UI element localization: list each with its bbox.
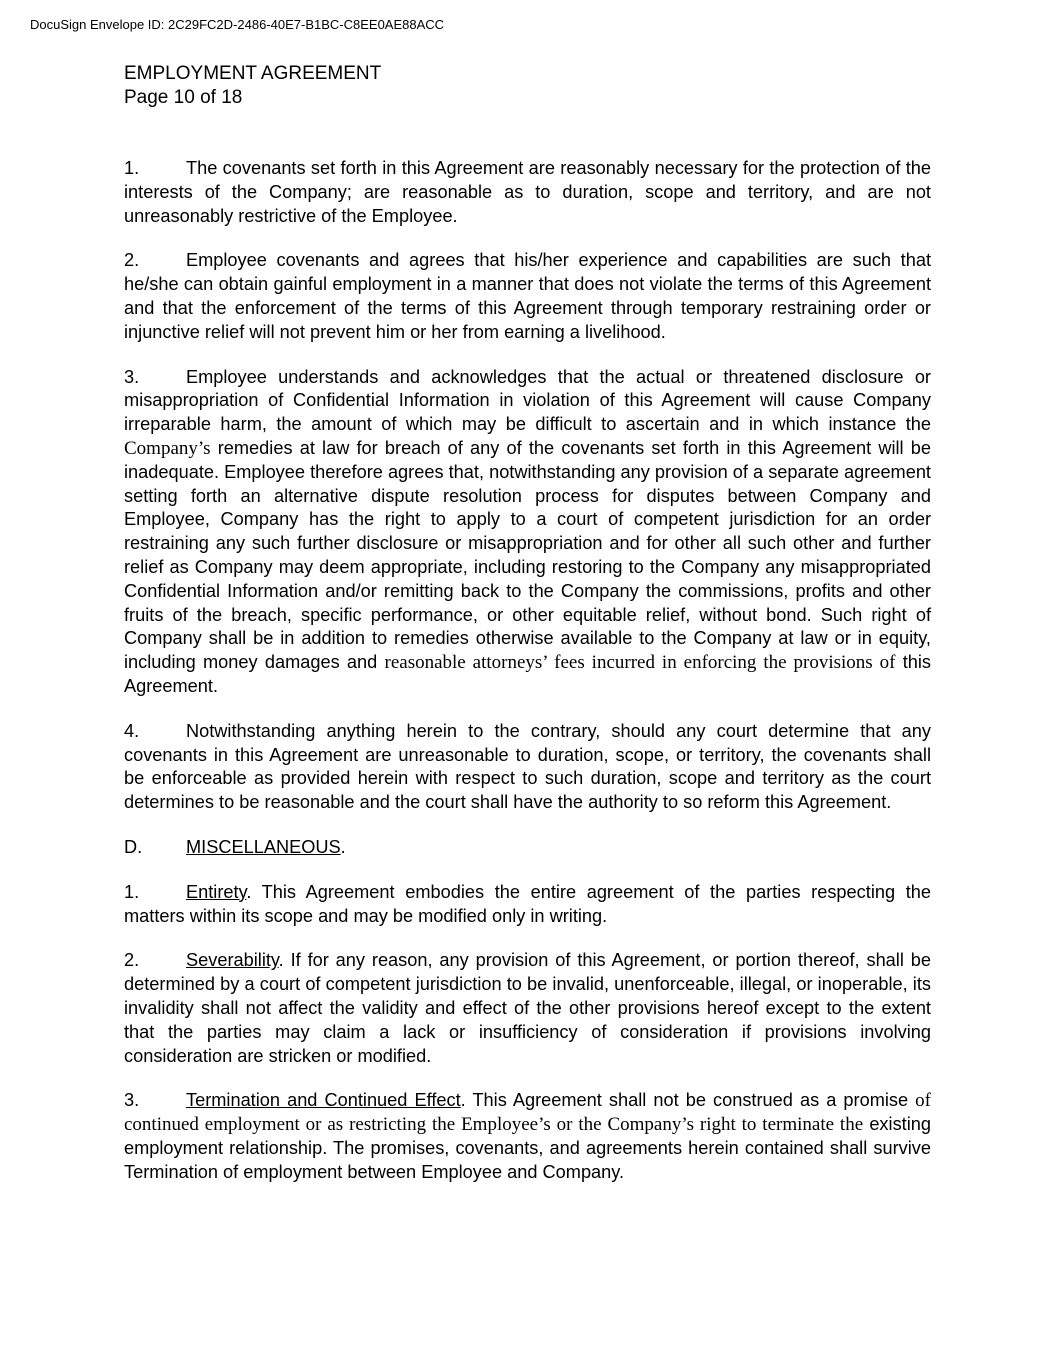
paragraph-text-serif: Company’s bbox=[124, 437, 211, 459]
paragraph-text-serif: reasonable attorneys’ fees incurred in enforcing the provisions of bbox=[384, 652, 896, 674]
misc-paragraph-termination bbox=[124, 1089, 931, 1184]
covenant-paragraph-3 bbox=[124, 366, 931, 699]
paragraph-number: 2. bbox=[124, 250, 140, 271]
paragraph-heading: Termination and Continued Effect bbox=[186, 1090, 461, 1111]
paragraph-text: Employee covenants and agrees that his/her experience and capabilities are such that he/she can obtain gainful employment in a manner that does not violate the terms of this Agreement and that the enforcement of the terms of this Agreement through temporary restraining order or injunctive relief will not prevent him or her from earning a livelihood. bbox=[124, 250, 931, 342]
page-header bbox=[124, 62, 381, 110]
paragraph-text: . This Agreement embodies the entire agreement of the parties respecting the matters within its scope and may be modified only in writing. bbox=[124, 881, 931, 926]
docusign-envelope-id: DocuSign Envelope ID: 2C29FC2D-2486-40E7-B1BC-C8EE0AE88ACC bbox=[30, 17, 445, 32]
section-d-heading bbox=[124, 836, 931, 860]
misc-paragraph-entirety bbox=[124, 881, 931, 929]
paragraph-text: . If for any reason, any provision of this Agreement, or portion thereof, shall be determined by a court of competent jurisdiction to be invalid, unenforceable, illegal, or inoperable, its invalidity shall not affect the validity and effect of the other provisions hereof except to the extent that the parties may claim a lack or insufficiency of consideration if provisions involving consideration are stricken or modified. bbox=[124, 950, 931, 1066]
paragraph-number: 2. bbox=[124, 950, 140, 971]
section-letter: D. bbox=[124, 836, 143, 857]
paragraph-number: 4. bbox=[124, 720, 140, 741]
paragraph-number: 3. bbox=[124, 366, 140, 387]
paragraph-text: Notwithstanding anything herein to the contrary, should any court determine that any covenants in this Agreement are unreasonable to duration, scope, or territory, the covenants shall be enforceable as provided herein with respect to such duration, scope and territory as the court determines to be reasonable and the court shall have the authority to so reform this Agreement. bbox=[124, 720, 931, 813]
paragraph-number: 3. bbox=[124, 1090, 140, 1111]
paragraph-text-serif: of continued employment or as restricting the Employee’s or the Company’s right to terminate the bbox=[124, 1090, 931, 1136]
covenant-paragraph-1 bbox=[124, 157, 931, 228]
paragraph-text: The covenants set forth in this Agreement are reasonably necessary for the protection of the interests of the Company; are reasonable as to duration, scope and territory, and are not unreasonably restrictive of the Employee. bbox=[124, 158, 931, 226]
misc-paragraph-severability bbox=[124, 949, 931, 1068]
paragraph-number: 1. bbox=[124, 881, 140, 902]
paragraph-text: this Agreement. bbox=[124, 652, 931, 696]
document-title: EMPLOYMENT AGREEMENT bbox=[124, 63, 382, 84]
section-title: MISCELLANEOUS bbox=[186, 836, 341, 857]
paragraph-text: remedies at law for breach of any of the covenants set forth in this Agreement will be inadequate. Employee therefore agrees that, notwithstanding any provision of a separate agreement setting forth an alternative dispute resolution process for disputes between Company and Employee, Company has the right to apply to a court of competent jurisdiction for an order restraining any such further disclosure or misappropriation and for other all such other and further relief as Company may deem appropriate, including restoring to the Company any misappropriated Confidential Information and/or remitting back to the Company the commissions, profits and other fruits of the breach, specific performance, or other equitable relief, without bond. Such right of Company shall be in addition to remedies otherwise available to the Company at law or in equity, including money damages and bbox=[124, 437, 931, 673]
page-number: Page 10 of 18 bbox=[124, 87, 243, 108]
section-title-period: . bbox=[340, 836, 346, 857]
paragraph-text: existing employment relationship. The promises, covenants, and agreements herein contained shall survive Termination of employment between Employee and Company. bbox=[124, 1114, 931, 1182]
paragraph-heading: Severability bbox=[186, 950, 279, 971]
paragraph-text: . This Agreement shall not be construed as a promise bbox=[460, 1090, 916, 1111]
paragraph-number: 1. bbox=[124, 158, 140, 178]
covenant-paragraph-2 bbox=[124, 249, 931, 344]
paragraph-text: Employee understands and acknowledges that the actual or threatened disclosure or misappropriation of Confidential Information in violation of this Agreement will cause Company irreparable harm, the amount of which may be difficult to ascertain and in which instance the bbox=[124, 366, 931, 435]
document-body bbox=[124, 157, 931, 1205]
paragraph-heading: Entirety bbox=[186, 881, 247, 902]
covenant-paragraph-4 bbox=[124, 720, 931, 815]
